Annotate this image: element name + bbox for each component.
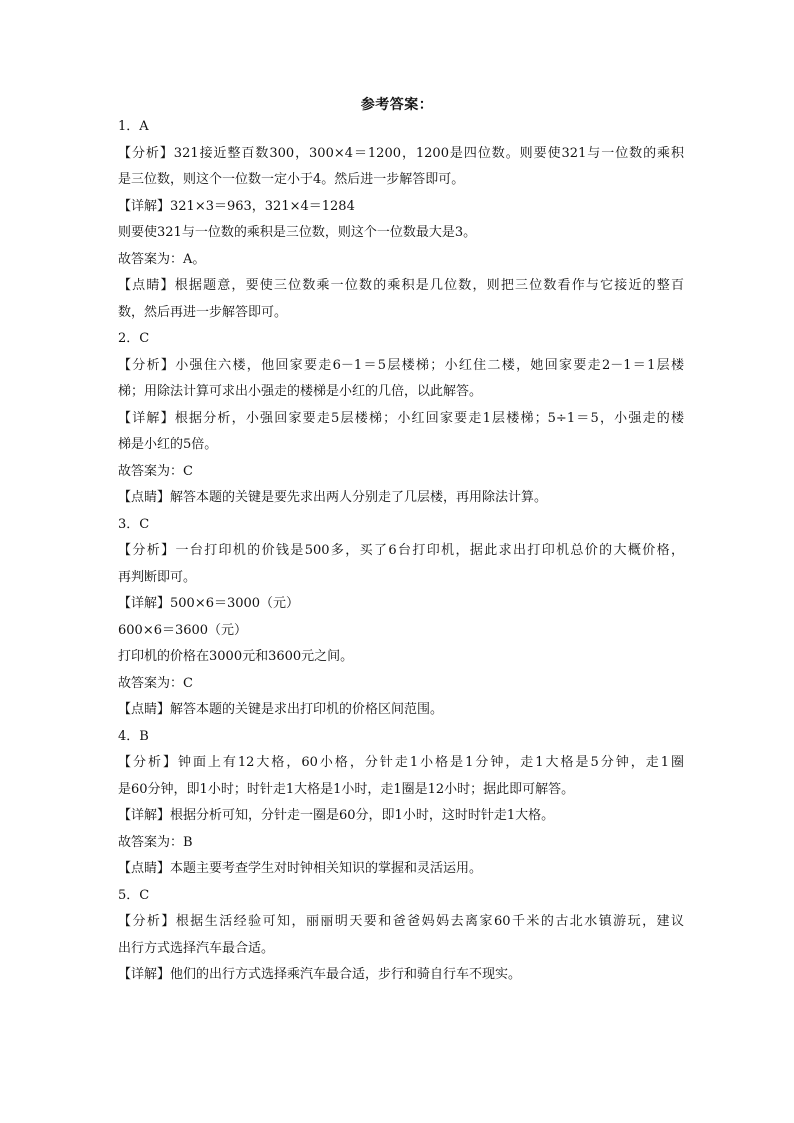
q3-detail: 【详解】500×6＝3000（元） [118, 596, 300, 611]
q4-final: 故答案为：B [118, 834, 193, 850]
q2-detail-cont: 梯是小红的5倍。 [118, 437, 218, 452]
q1-tip-cont: 数，然后再进一步解答即可。 [118, 304, 288, 320]
q2-analysis: 【分析】小强住六楼，他回家要走6－1＝5层楼梯；小红住二楼，她回家要走2－1＝1层楼 [118, 357, 684, 373]
q1-detail: 【详解】321×3＝963，321×4＝1284 [118, 198, 355, 214]
q2-answer: 2．C [118, 331, 150, 346]
q3-detail-cont-2: 打印机的价格在3000元和3600元之间。 [118, 649, 354, 664]
q1-analysis: 【分析】321接近整百数300，300×4＝1200，1200是四位数。则要使321与一位数的乘积 [118, 145, 684, 161]
q5-analysis: 【分析】根据生活经验可知，丽丽明天要和爸爸妈妈去离家60千米的古北水镇游玩，建议 [118, 914, 684, 929]
q4-detail: 【详解】根据分析可知，分针走一圈是60分，即1小时，这时时针走1大格。 [118, 808, 555, 823]
q1-final: 故答案为：A。 [118, 251, 206, 267]
q5-analysis-cont: 出行方式选择汽车最合适。 [118, 940, 275, 956]
q4-analysis-cont: 是60分钟，即1小时；时针走1大格是1小时，走1圈是12小时；据此即可解答。 [118, 781, 575, 797]
q3-final: 故答案为：C [118, 675, 193, 691]
q1-tip: 【点睛】根据题意，要使三位数乘一位数的乘积是几位数，则把三位数看作与它接近的整百 [118, 278, 684, 293]
q2-tip: 【点睛】解答本题的关键是要先求出两人分别走了几层楼，再用除法计算。 [118, 490, 548, 505]
page-title: 参考答案： [360, 97, 434, 113]
q1-answer: 1．A [118, 119, 149, 134]
q2-analysis-cont: 梯；用除法计算可求出小强走的楼梯是小红的几倍，以此解答。 [118, 384, 483, 399]
q1-analysis-cont: 是三位数，则这个一位数一定小于4。然后进一步解答即可。 [118, 172, 465, 187]
q1-detail-cont: 则要使321与一位数的乘积是三位数，则这个一位数最大是3。 [118, 225, 477, 240]
q3-answer: 3．C [118, 516, 150, 532]
q4-answer: 4．B [118, 728, 149, 744]
q5-answer: 5．C [118, 887, 150, 903]
q5-detail: 【详解】他们的出行方式选择乘汽车最合适，步行和骑自行车不现实。 [118, 967, 522, 982]
q4-analysis: 【分析】钟面上有12大格，60小格，分针走1小格是1分钟，走1大格是5分钟，走1圈 [118, 755, 684, 770]
q2-final: 故答案为：C [118, 463, 193, 479]
q3-detail-cont: 600×6＝3600（元） [118, 622, 248, 638]
q3-analysis: 【分析】一台打印机的价钱是500多，买了6台打印机，据此求出打印机总价的大概价格， [118, 543, 684, 558]
q3-analysis-cont: 再判断即可。 [118, 569, 197, 585]
answer-content [118, 114, 684, 989]
q2-detail: 【详解】根据分析，小强回家要走5层楼梯；小红回家要走1层楼梯；5÷1＝5，小强走的楼 [118, 410, 684, 426]
q4-tip: 【点睛】本题主要考查学生对时钟相关知识的掌握和灵活运用。 [118, 861, 483, 876]
q3-tip: 【点睛】解答本题的关键是求出打印机的价格区间范围。 [118, 702, 444, 717]
